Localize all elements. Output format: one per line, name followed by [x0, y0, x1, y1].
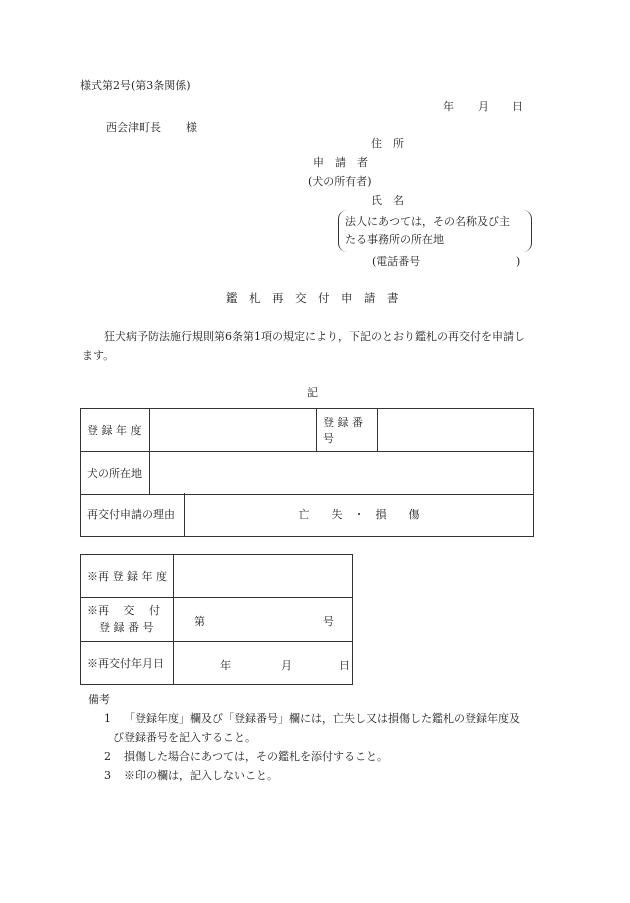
phone-label: (電話番号 — [372, 255, 421, 268]
reason-table — [80, 493, 534, 537]
office-use-table — [80, 554, 353, 685]
note-3-num: 3 — [104, 769, 111, 782]
rereg-year-field[interactable] — [174, 555, 353, 598]
reg-year-field[interactable] — [150, 409, 317, 452]
reissue-year: 年 — [220, 659, 231, 672]
reason-value[interactable]: 亡 失 ・ 損 傷 — [185, 493, 534, 536]
note-2-num: 2 — [104, 750, 111, 763]
reissue-day: 日 — [339, 659, 350, 672]
date-month: 月 — [478, 100, 489, 113]
addressee-honorific: 様 — [186, 121, 197, 134]
note-3-line1: ※印の欄は，記入しないこと。 — [124, 769, 278, 782]
note-2-line1: 損傷した場合にあつては，その鑑札を添付すること。 — [124, 750, 388, 763]
reason-label: 再交付申請の理由 — [81, 493, 185, 536]
date-day: 日 — [512, 100, 523, 113]
name-label: 氏 名 — [371, 194, 404, 207]
note-1-num: 1 — [104, 712, 111, 725]
reissue-date-field[interactable] — [174, 642, 353, 685]
body-line2: ます。 — [82, 349, 115, 362]
dog-address-label: 犬の所在地 — [81, 452, 150, 495]
reissue-no-field[interactable] — [174, 598, 353, 642]
notes-heading: 備考 — [88, 693, 110, 706]
reissue-no-label — [81, 598, 174, 642]
note-1-line2: び登録番号を記入すること。 — [113, 731, 256, 744]
corporate-note-line2: たる事務所の所在地 — [345, 233, 444, 246]
reissue-label-line1: ※再 交 付 — [87, 604, 160, 617]
address-label: 住 所 — [371, 137, 404, 150]
ki-heading: 記 — [307, 386, 318, 399]
rereg-year-label: ※再 登 録 年 度 — [81, 555, 174, 598]
note-1-line1: 「登録年度」欄及び「登録番号」欄には，亡失し又は損傷した鑑札の登録年度及 — [124, 712, 520, 725]
reissue-month: 月 — [281, 659, 292, 672]
reg-no-label: 登 録 番 号 — [317, 409, 378, 452]
no-suffix: 号 — [323, 615, 334, 628]
body-line1: 狂犬病予防法施行規則第6条第1項の規定により，下記のとおり鑑札の再交付を申請し — [104, 330, 525, 343]
owner-label: (犬の所有者) — [308, 175, 372, 188]
no-prefix: 第 — [194, 615, 205, 628]
phone-close: ) — [516, 255, 521, 268]
reissue-date-label: ※再交付年月日 — [81, 642, 174, 685]
dog-address-field[interactable] — [150, 452, 534, 495]
applicant-label: 申 請 者 — [313, 156, 368, 169]
addressee-name: 西会津町長 — [106, 121, 161, 134]
reg-year-label: 登 録 年 度 — [81, 409, 150, 452]
reissue-label-line2: 登 録 番 号 — [99, 620, 154, 634]
date-year: 年 — [443, 100, 454, 113]
reg-no-field[interactable] — [378, 409, 534, 452]
document-title: 鑑 札 再 交 付 申 請 書 — [226, 291, 399, 305]
application-table — [80, 408, 534, 495]
corporate-note-line1: 法人にあつては，その名称及び主 — [345, 215, 510, 228]
form-number: 様式第2号(第3条関係) — [80, 79, 191, 92]
